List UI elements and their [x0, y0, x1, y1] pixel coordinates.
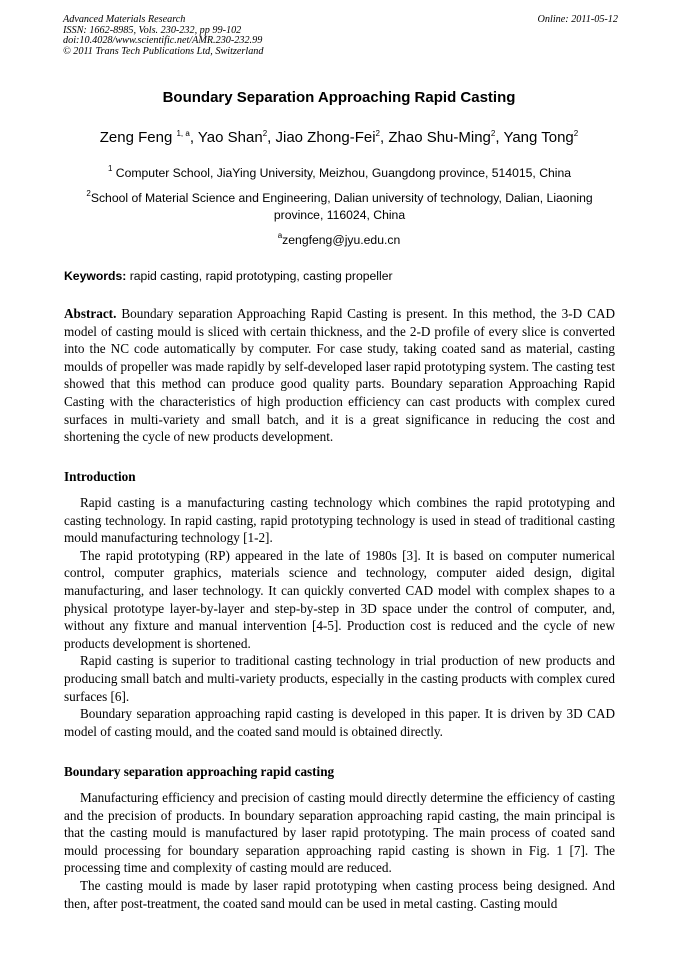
- online-date: Online: 2011-05-12: [537, 14, 618, 25]
- paragraph: Rapid casting is a manufacturing casting technology which combines the rapid prototyping and casting technology. In rapid casting, rapid prototyping technology is used in stead of traditional casting mould manufacturing technology [1-2].: [64, 495, 615, 546]
- doi-link[interactable]: doi:10.4028/www.scientific.net/AMR.230-232.99: [63, 35, 263, 47]
- affiliation-2: [64, 190, 615, 224]
- affiliation-mark: 2: [86, 189, 91, 198]
- paragraph: The casting mould is made by laser rapid prototyping when casting process being designed. And then, after post-treatment, the coated sand mould can be used in metal casting. Casting mould: [64, 877, 615, 911]
- affiliation-mark: 1: [107, 164, 113, 173]
- affiliation-text: Computer School, JiaYing University, Meizhou, Guangdong province, 514015, China: [112, 166, 572, 180]
- abstract-text: Boundary separation Approaching Rapid Casting is present. In this method, the 3-D CAD model of casting mould is sliced with certain thickness, and the 2-D profile of every slice is converted into the NC code automatically by computer. For case study, taking coated sand as material, casting moulds of propeller was made rapidly by self-developed laser rapid prototyping system. The casting test showed that this method can produce good quality parts. Boundary separation Approaching Rapid Casting with the characteristics of high production efficiency can cast products with complex cured surfaces in multi-variety and small batch, and it is a great significance in reducing the cost and shortening the cycle of new products development.: [64, 306, 615, 445]
- paragraph: Rapid casting is superior to traditional casting technology in trial production of new products and producing small batch and multi-variety products, especially in the casting products with complex cured surfaces [6].: [64, 653, 615, 704]
- author-separator: ,: [495, 129, 504, 146]
- section-heading-introduction: Introduction: [64, 469, 136, 484]
- copyright-line: © 2011 Trans Tech Publications Ltd, Switzerland: [63, 45, 264, 57]
- author-affiliation-mark: 2: [490, 129, 496, 138]
- author-name: Zeng Feng: [99, 129, 177, 146]
- section-heading-boundary-separation: Boundary separation approaching rapid casting: [64, 764, 335, 779]
- paragraph: Manufacturing efficiency and precision of casting mould directly determine the efficiency of casting and the precision of products. In boundary separation approaching rapid casting, the main principal is that the casting mould is manufactured by laser rapid prototyping. The main process of coated sand mould processing for boundary separation approaching rapid casting is shown in Fig. 1 [7]. The processing time and complexity of casting mould are reduced.: [64, 790, 615, 876]
- abstract-label: Abstract.: [64, 306, 117, 321]
- author-email: [0, 233, 678, 247]
- author-affiliation-mark: 2: [573, 129, 579, 138]
- author-name: Yang Tong: [503, 129, 574, 146]
- author-affiliation-mark: 2: [262, 129, 268, 138]
- affiliation-1: [64, 165, 615, 182]
- author-affiliation-mark: 2: [375, 129, 380, 138]
- keywords-text: rapid casting, rapid prototyping, casting propeller: [126, 269, 393, 283]
- boundary-separation-body: [64, 789, 615, 912]
- author-separator: ,: [189, 129, 198, 146]
- journal-name: Advanced Materials Research: [63, 14, 186, 25]
- paragraph: The rapid prototyping (RP) appeared in the late of 1980s [3]. It is based on computer numerical control, computer graphics, materials science and technology, computer aided design, digital manufacturing, and laser technology. It can quickly converted CAD model with complex shapes to a physical prototype layer-by-layer and step-by-step in 3D space under the control of computer, and, without any fixture and manual intervention [4-5]. Production cost is reduced and the cycle of new products development is shortened.: [64, 547, 615, 651]
- email-address[interactable]: zengfeng@jyu.edu.cn: [282, 233, 401, 247]
- introduction-body: [64, 494, 615, 740]
- paper-title: Boundary Separation Approaching Rapid Casting: [162, 89, 516, 106]
- author-name: Zhao Shu-Ming: [388, 129, 491, 146]
- journal-header: [63, 15, 618, 57]
- issn-line: ISSN: 1662-8985, Vols. 230-232, pp 99-102: [63, 24, 242, 36]
- author-separator: ,: [380, 129, 389, 146]
- author-separator: ,: [267, 129, 276, 146]
- keywords: [64, 269, 615, 283]
- author-list: [0, 129, 678, 146]
- paragraph: Boundary separation approaching rapid casting is developed in this paper. It is driven by 3D CAD model of casting mould, and the coated sand mould is obtained directly.: [64, 706, 615, 739]
- affiliation-text: School of Material Science and Engineering, Dalian university of technology, Dalian, Liaoning province, 116024, China: [90, 191, 593, 222]
- keywords-label: Keywords:: [64, 269, 127, 283]
- author-name: Yao Shan: [197, 129, 263, 146]
- author-affiliation-mark: 1, a: [176, 129, 190, 138]
- email-mark: a: [277, 231, 283, 240]
- abstract: [64, 305, 615, 446]
- author-name: Jiao Zhong-Fei: [275, 129, 376, 146]
